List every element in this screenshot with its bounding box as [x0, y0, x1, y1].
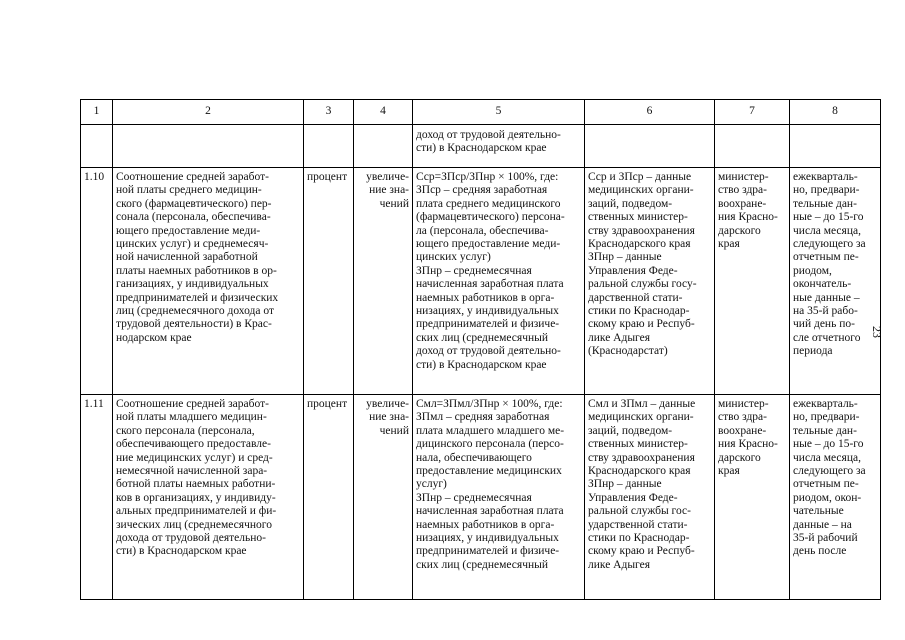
- text-line: начисленная заработная плата: [416, 505, 564, 518]
- text-line: ние медицинских услуг) и сред-: [116, 451, 273, 464]
- text-line: ботной платы наемных работни-: [116, 478, 276, 491]
- text-line: ные – до 15-го: [793, 438, 864, 451]
- text-line: ского персонала (персонала,: [116, 424, 255, 437]
- text-line: ные – до 15-го: [793, 211, 864, 224]
- empty-cell: [715, 125, 790, 168]
- text-line: цинских услуг) и среднемесяч-: [116, 238, 269, 251]
- text-line: Соотношение средней заработ-: [116, 171, 269, 183]
- empty-cell: [304, 125, 354, 168]
- text-line: периода: [793, 345, 833, 358]
- row-number: 1.11: [81, 395, 113, 600]
- formula-cell: [413, 395, 585, 600]
- table-row: [81, 168, 881, 395]
- text-line: дохода от трудовой деятельно-: [116, 532, 266, 545]
- text-line: воохране-: [718, 424, 767, 437]
- text-line: тельные дан-: [793, 424, 857, 437]
- text-line: наемных работников в орга-: [416, 291, 555, 304]
- continuation-row: [81, 125, 881, 168]
- text-line: чений: [379, 424, 409, 437]
- text-line: плата младшего младшего ме-: [416, 424, 565, 437]
- column-number-2: 2: [113, 100, 304, 125]
- column-number-4: 4: [354, 100, 413, 125]
- table-row: [81, 395, 881, 600]
- text-line: цинских услуг): [416, 251, 491, 264]
- text-line: министер-: [718, 398, 769, 410]
- text-line: сти) в Краснодарском крае: [416, 142, 547, 155]
- text-line: низациях, у индивидуальных: [416, 305, 559, 318]
- text-line: дицинского персонала (персо-: [416, 438, 564, 451]
- column-number-8: 8: [790, 100, 881, 125]
- text-line: нодарском крае: [116, 331, 192, 344]
- column-number-6: 6: [585, 100, 715, 125]
- text-line: ральной службы госу-: [588, 278, 697, 291]
- text-line: края: [718, 465, 740, 478]
- text-line: день после: [793, 545, 847, 558]
- text-line: медицинских органи-: [588, 184, 694, 197]
- column-number-row: [81, 100, 881, 125]
- periodicity-cell: [790, 395, 881, 600]
- text-line: дарского: [718, 224, 761, 237]
- responsible-body-cell: [715, 395, 790, 600]
- text-line: сти) в Краснодарском крае: [416, 358, 547, 371]
- text-line: лике Адыгея: [588, 558, 651, 571]
- text-line: ющего предоставление меди-: [116, 224, 261, 237]
- text-line: ского (фармацевтического) пер-: [116, 197, 272, 210]
- indicator-name: [113, 395, 304, 600]
- text-line: ЗПмл – средняя заработная: [416, 411, 550, 424]
- text-line: дарского: [718, 451, 761, 464]
- text-line: 35-й рабочий: [793, 532, 858, 545]
- text-line: ков в организациях, у индивиду-: [116, 491, 276, 504]
- text-line: обеспечивающего предоставле-: [116, 438, 271, 451]
- text-line: ЗПнр – среднемесячная: [416, 264, 532, 277]
- indicator-name: [113, 168, 304, 395]
- text-line: платы наемных работников в ор-: [116, 264, 277, 277]
- text-line: дарственной стати-: [588, 291, 683, 304]
- text-line: Смл=ЗПмл/ЗПнр × 100%, где:: [416, 398, 563, 410]
- text-line: начисленная заработная плата: [416, 278, 564, 291]
- text-line: скому краю и Респуб-: [588, 318, 695, 331]
- text-line: числа месяца,: [793, 451, 861, 464]
- text-line: ла (персонала, обеспечива-: [416, 224, 549, 237]
- text-line: тельные дан-: [793, 197, 857, 210]
- text-line: на 35-й рабо-: [793, 305, 858, 318]
- formula-cell: [413, 168, 585, 395]
- text-line: увеличе-: [366, 171, 409, 183]
- text-line: ЗПср – средняя заработная: [416, 184, 548, 197]
- text-line: риодом, окон-: [793, 491, 862, 504]
- text-line: ние зна-: [369, 411, 409, 424]
- text-line: заций, подведом-: [588, 197, 673, 210]
- indicators-table: [80, 99, 881, 600]
- text-line: Сср=ЗПср/ЗПнр × 100%, где:: [416, 171, 559, 183]
- text-line: наемных работников в орга-: [416, 518, 555, 531]
- text-line: но, предвари-: [793, 411, 860, 424]
- text-line: ния Красно-: [718, 211, 778, 224]
- text-line: ния Красно-: [718, 438, 778, 451]
- text-line: края: [718, 238, 740, 251]
- text-line: ные данные –: [793, 291, 860, 304]
- text-line: альных предпринимателей и фи-: [116, 505, 277, 518]
- text-line: ских лиц (среднемесячный: [416, 331, 549, 344]
- column-number-3: 3: [304, 100, 354, 125]
- responsible-body-cell: [715, 168, 790, 395]
- unit-cell: процент: [304, 395, 354, 600]
- text-line: ЗПнр – среднемесячная: [416, 491, 532, 504]
- text-line: медицинских органи-: [588, 411, 694, 424]
- text-line: ство здра-: [718, 184, 767, 197]
- trend-cell: [354, 168, 413, 395]
- text-line: доход от трудовой деятельно-: [416, 129, 561, 141]
- text-line: чательные: [793, 505, 844, 518]
- column-number-7: 7: [715, 100, 790, 125]
- text-line: лиц (среднемесячного дохода от: [116, 305, 274, 318]
- text-line: Краснодарского края: [588, 465, 691, 478]
- trend-cell: [354, 395, 413, 600]
- text-line: предпринимателей и физиче-: [416, 545, 560, 558]
- text-line: (Краснодарстат): [588, 345, 668, 358]
- text-line: ЗПнр – данные: [588, 478, 662, 491]
- text-line: зических лиц (среднемесячного: [116, 518, 272, 531]
- empty-cell: [354, 125, 413, 168]
- text-line: ной платы младшего медицин-: [116, 411, 267, 424]
- source-cell: [585, 395, 715, 600]
- row-number: 1.10: [81, 168, 113, 395]
- text-line: ству здравоохранения: [588, 224, 695, 237]
- text-line: скому краю и Респуб-: [588, 545, 695, 558]
- text-line: но, предвари-: [793, 184, 860, 197]
- text-line: ной начисленной заработной: [116, 251, 258, 264]
- text-line: заций, подведом-: [588, 424, 673, 437]
- text-line: министер-: [718, 171, 769, 183]
- text-line: нала, обеспечивающего: [416, 451, 532, 464]
- text-line: (фармацевтического) персона-: [416, 211, 565, 224]
- text-line: ганизациях, у индивидуальных: [116, 278, 269, 291]
- text-line: Управления Феде-: [588, 491, 678, 504]
- text-line: следующего за: [793, 238, 866, 251]
- text-line: следующего за: [793, 465, 866, 478]
- column-number-5: 5: [413, 100, 585, 125]
- text-line: ЗПнр – данные: [588, 251, 662, 264]
- text-line: воохране-: [718, 197, 767, 210]
- text-line: ной платы среднего медицин-: [116, 184, 262, 197]
- text-line: ударственной стати-: [588, 518, 688, 531]
- text-line: сти) в Краснодарском крае: [116, 545, 247, 558]
- text-line: данные – на: [793, 518, 852, 531]
- text-line: Краснодарского края: [588, 238, 691, 251]
- text-line: предоставление медицинских: [416, 465, 562, 478]
- text-line: лике Адыгея: [588, 331, 651, 344]
- text-line: трудовой деятельности) в Крас-: [116, 318, 272, 331]
- text-line: ских лиц (среднемесячный: [416, 558, 549, 571]
- empty-cell: [585, 125, 715, 168]
- column-number-1: 1: [81, 100, 113, 125]
- text-line: Сср и ЗПср – данные: [588, 171, 692, 183]
- unit-cell: процент: [304, 168, 354, 395]
- source-cell: [585, 168, 715, 395]
- text-line: ство здра-: [718, 411, 767, 424]
- empty-cell: [113, 125, 304, 168]
- text-line: услуг): [416, 478, 447, 491]
- empty-cell: [790, 125, 881, 168]
- text-line: ственных министер-: [588, 211, 688, 224]
- text-line: ству здравоохранения: [588, 451, 695, 464]
- page-number: 23: [870, 326, 884, 338]
- text-line: Смл и ЗПмл – данные: [588, 398, 696, 410]
- empty-cell: [81, 125, 113, 168]
- text-line: чений: [379, 197, 409, 210]
- text-line: предпринимателей и физиче-: [416, 318, 560, 331]
- text-line: Соотношение средней заработ-: [116, 398, 269, 410]
- formula-continuation: [413, 125, 585, 168]
- text-line: сонала (персонала, обеспечива-: [116, 211, 271, 224]
- text-line: ежекварталь-: [793, 171, 858, 183]
- text-line: ние зна-: [369, 184, 409, 197]
- text-line: стики по Краснодар-: [588, 305, 690, 318]
- text-line: отчетным пе-: [793, 251, 859, 264]
- text-line: числа месяца,: [793, 224, 861, 237]
- text-line: ющего предоставление меди-: [416, 238, 561, 251]
- text-line: ежекварталь-: [793, 398, 858, 410]
- text-line: окончатель-: [793, 278, 852, 291]
- text-line: ственных министер-: [588, 438, 688, 451]
- text-line: сле отчетного: [793, 331, 861, 344]
- text-line: Управления Феде-: [588, 264, 678, 277]
- text-line: увеличе-: [366, 398, 409, 410]
- text-line: риодом,: [793, 264, 832, 277]
- text-line: немесячной начисленной зара-: [116, 465, 268, 478]
- periodicity-cell: [790, 168, 881, 395]
- text-line: чий день по-: [793, 318, 855, 331]
- text-line: низациях, у индивидуальных: [416, 532, 559, 545]
- text-line: стики по Краснодар-: [588, 532, 690, 545]
- text-line: отчетным пе-: [793, 478, 859, 491]
- text-line: ральной службы гос-: [588, 505, 691, 518]
- text-line: предпринимателей и физических: [116, 291, 279, 304]
- text-line: доход от трудовой деятельно-: [416, 345, 561, 358]
- text-line: плата среднего медицинского: [416, 197, 561, 210]
